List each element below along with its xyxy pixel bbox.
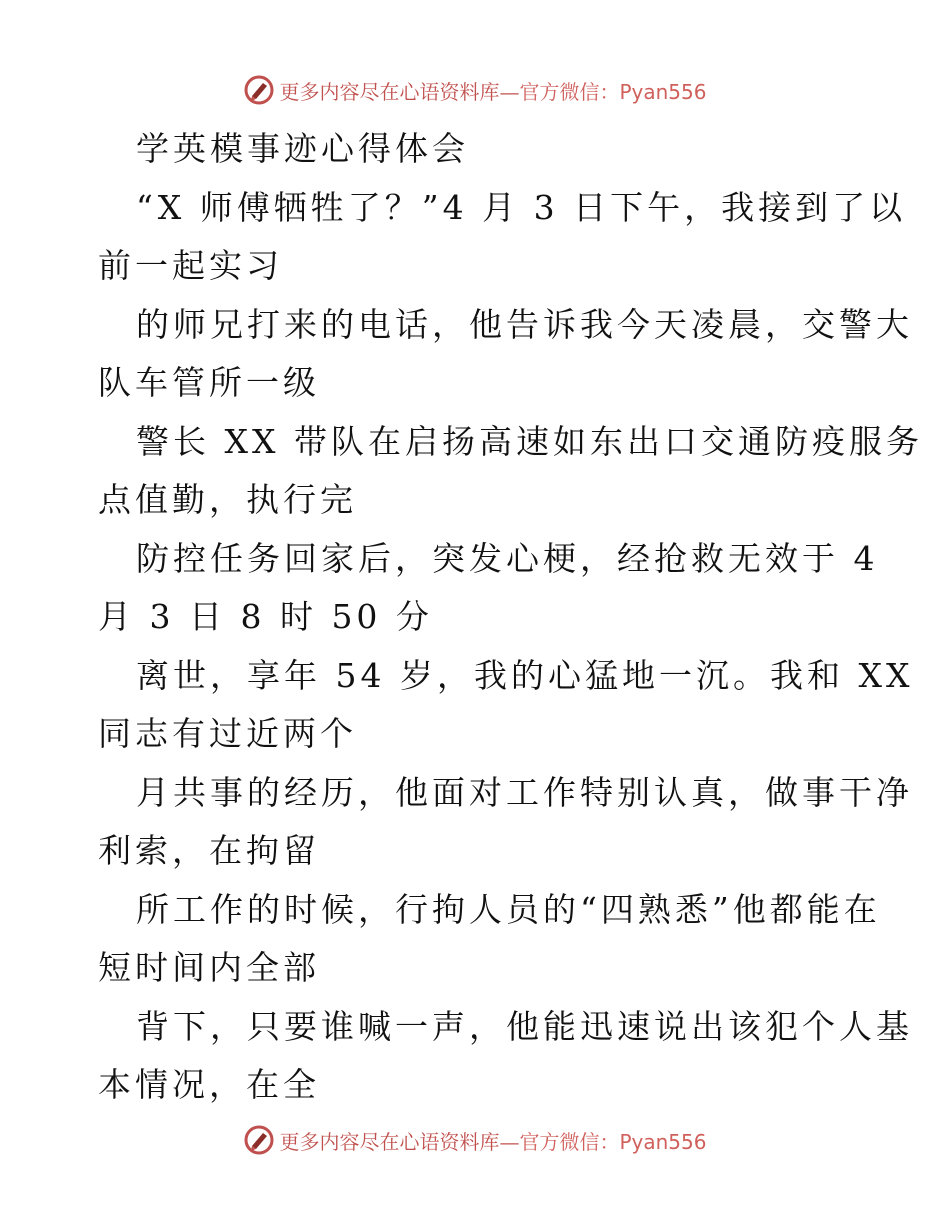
text-line: 防控任务回家后，突发心梗，经抢救无效于 4	[136, 538, 879, 578]
text-line: 利索，在拘留	[98, 831, 320, 870]
text-line: 短时间内全部	[98, 948, 320, 987]
footer-banner	[0, 1120, 950, 1160]
header-banner	[0, 70, 950, 110]
banner-title: 更多内容尽在心语资料库	[279, 79, 500, 104]
text-line: 的师兄打来的电话，他告诉我今天凌晨，交警大	[136, 304, 913, 344]
text-line: 警长 XX 带队在启扬高速如东出口交通防疫服务	[136, 421, 923, 461]
text-line: “X 师傅牺牲了？”4 月 3 日下午，我接到了以	[136, 187, 907, 227]
text-line: 前一起实习	[98, 246, 283, 285]
text-line: 同志有过近两个	[98, 714, 357, 753]
banner-title: 更多内容尽在心语资料库	[279, 1129, 500, 1154]
banner-contact: 官方微信：Pyan556	[519, 1129, 707, 1154]
banner-contact: 官方微信：Pyan556	[519, 79, 707, 104]
pen-logo-icon	[243, 74, 275, 106]
banner-text	[279, 1126, 706, 1155]
text-line: 离世，享年 54 岁，我的心猛地一沉。我和 XX	[136, 655, 914, 695]
text-line: 月 3 日 8 时 50 分	[98, 597, 433, 636]
document-body	[98, 120, 923, 1115]
text-line: 点值勤，执行完	[98, 480, 357, 519]
banner-text	[279, 76, 706, 105]
document-title: 学英模事迹心得体会	[136, 129, 469, 168]
text-line: 月共事的经历，他面对工作特别认真，做事干净	[136, 772, 913, 812]
text-line: 本情况，在全	[98, 1065, 320, 1104]
text-line: 所工作的时候，行拘人员的“四熟悉”他都能在	[136, 889, 881, 929]
banner-separator: —	[499, 79, 520, 104]
text-line: 队车管所一级	[98, 363, 320, 402]
text-line: 背下，只要谁喊一声，他能迅速说出该犯个人基	[136, 1006, 913, 1046]
pen-logo-icon	[243, 1124, 275, 1156]
banner-separator: —	[499, 1129, 520, 1154]
